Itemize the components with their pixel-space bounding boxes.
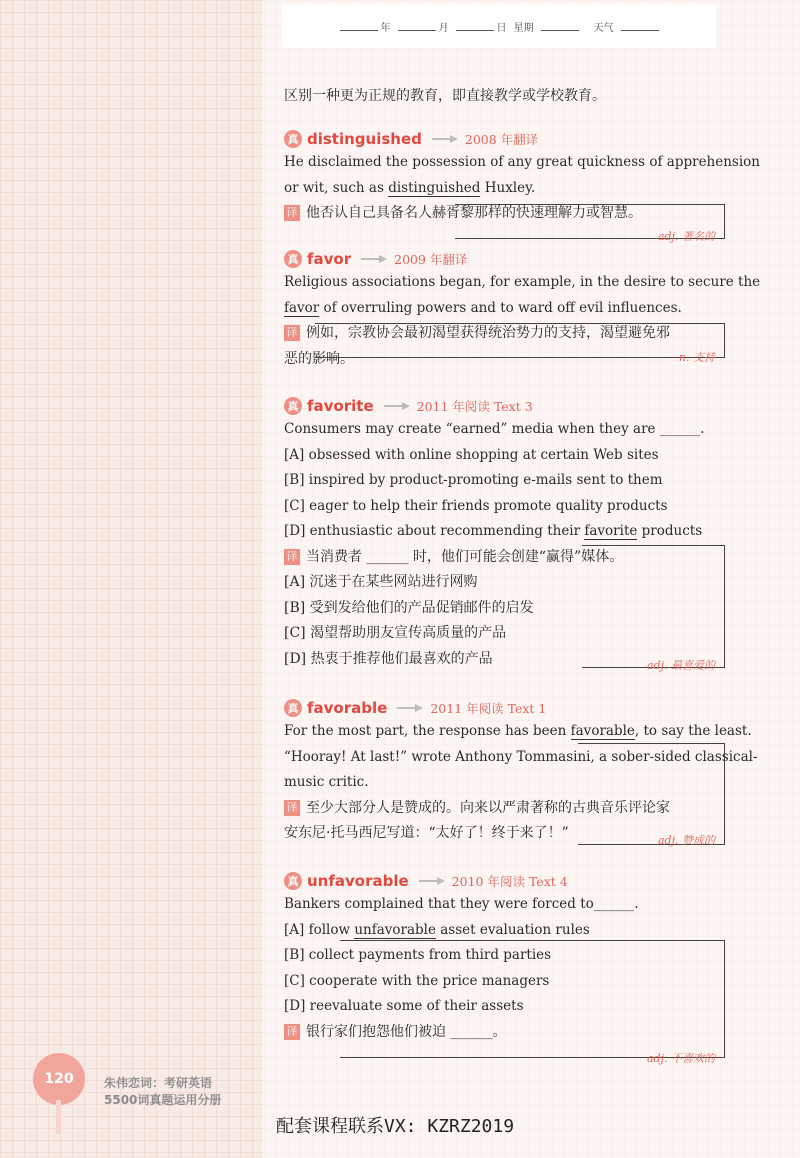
arrow-icon xyxy=(419,877,445,885)
option-b: [B] collect payments from third parties xyxy=(284,947,552,963)
headword: distinguished xyxy=(307,130,422,148)
highlighted-word: distinguished xyxy=(388,179,481,196)
exam-source: 2011 年阅读 Text 1 xyxy=(430,701,547,716)
english-sentence: or wit, such as distinguished Huxley. xyxy=(284,179,536,196)
zhen-badge-icon: 真 xyxy=(284,130,302,148)
chinese-translation: 译 他否认自己具备名人赫胥黎那样的快速理解力或智慧。 xyxy=(284,201,724,227)
intro-text: 区别一种更为正规的教育，即直接教学或学校教育。 xyxy=(284,88,606,104)
exam-source: 2010 年阅读 Text 4 xyxy=(451,874,568,889)
chinese-translation: 译 至少大部分人是赞成的。向来以严肃著称的古典音乐评论家 xyxy=(284,796,724,822)
book-title-line2: 5500词真题运用分册 xyxy=(104,1093,222,1107)
headword: favor xyxy=(307,250,352,268)
highlighted-word: favorable xyxy=(570,723,635,739)
left-margin xyxy=(0,0,262,1158)
english-sentence: “Hooray! At last!” wrote Anthony Tommasini, a sober-sided classical- xyxy=(284,748,758,765)
exam-source: 2011 年阅读 Text 3 xyxy=(416,399,533,414)
weekday-label: 星期 xyxy=(513,22,534,34)
arrow-icon xyxy=(397,704,423,712)
option-d: [D] enthusiastic about recommending their favorite products xyxy=(284,523,703,539)
word-meaning-note: adj. 著名的 xyxy=(657,230,715,243)
translation-option-b: [B] 受到发给他们的产品促销邮件的启发 xyxy=(284,599,534,616)
headword: unfavorable xyxy=(307,872,409,890)
entry-header xyxy=(284,870,724,892)
word-meaning-note: adj. 赞成的 xyxy=(657,834,715,847)
headword: favorite xyxy=(307,397,374,415)
chinese-translation: 译 银行家们抱怨他们被迫 ______。 xyxy=(284,1020,724,1046)
english-sentence: favor of overruling powers and to ward off evil influences. xyxy=(284,299,682,316)
book-title xyxy=(104,1075,221,1109)
translation-option-d: [D] 热衷于推荐他们最喜欢的产品 xyxy=(284,650,493,667)
tree-decoration xyxy=(56,1100,61,1134)
zhen-badge-icon: 真 xyxy=(284,872,302,890)
zhen-badge-icon: 真 xyxy=(284,397,302,415)
yi-badge-icon: 译 xyxy=(284,325,300,341)
translation-option-a: [A] 沉迷于在某些网站进行网购 xyxy=(284,574,478,590)
highlighted-word: favorite xyxy=(584,523,638,539)
weather-label: 天气 xyxy=(593,22,614,34)
zhen-badge-icon: 真 xyxy=(284,250,302,268)
year-blank xyxy=(340,21,378,31)
yi-badge-icon: 译 xyxy=(284,205,300,221)
month-blank xyxy=(398,21,436,31)
yi-badge-icon: 译 xyxy=(284,1024,300,1040)
exam-source: 2008 年翻译 xyxy=(464,132,539,147)
entry-header xyxy=(284,697,724,719)
note-bracket xyxy=(578,743,725,845)
yi-badge-icon: 译 xyxy=(284,800,300,816)
entry-header xyxy=(284,248,724,270)
book-title-line1: 朱伟恋词：考研英语 xyxy=(104,1076,213,1090)
zhen-badge-icon: 真 xyxy=(284,699,302,717)
arrow-icon xyxy=(432,135,458,143)
option-c: [C] cooperate with the price managers xyxy=(284,972,550,989)
yi-badge-icon: 译 xyxy=(284,549,300,565)
option-c: [C] eager to help their friends promote quality products xyxy=(284,497,668,514)
chinese-translation: 译 例如，宗教协会最初渴望获得统治势力的支持，渴望避免邪 xyxy=(284,321,724,347)
year-label: 年 xyxy=(380,22,391,34)
arrow-icon xyxy=(384,402,410,410)
entry-header xyxy=(284,395,724,417)
chinese-translation: 恶的影响。 xyxy=(284,350,354,367)
english-sentence: He disclaimed the possession of any great quickness of apprehension xyxy=(284,154,761,170)
translation-option-c: [C] 渴望帮助朋友宣传高质量的产品 xyxy=(284,625,507,641)
note-bracket xyxy=(582,545,725,668)
weather-blank xyxy=(621,21,659,31)
option-a: [A] follow unfavorable asset evaluation rules xyxy=(284,921,590,938)
chinese-translation: 安东尼·托马西尼写道：“太好了！终于来了！” xyxy=(284,825,569,841)
word-meaning-note: adj. 最喜爱的 xyxy=(646,659,715,672)
option-d: [D] reevaluate some of their assets xyxy=(284,998,524,1014)
day-label: 日 xyxy=(496,22,507,34)
entry-header xyxy=(284,128,724,150)
question-stem: Consumers may create “earned” media when they are ______. xyxy=(284,421,705,437)
english-sentence: music critic. xyxy=(284,774,369,790)
english-sentence: Religious associations began, for example, in the desire to secure the xyxy=(284,274,761,290)
arrow-icon xyxy=(361,255,387,263)
date-weather-header xyxy=(282,4,716,48)
weekday-blank xyxy=(541,21,579,31)
watermark-text: 配套课程联系VX: KZRZ2019 xyxy=(276,1116,515,1137)
note-bracket xyxy=(340,940,725,1058)
headword: favorable xyxy=(307,699,388,717)
month-label: 月 xyxy=(438,22,449,34)
exam-source: 2009 年翻译 xyxy=(394,252,468,267)
day-blank xyxy=(456,21,494,31)
highlighted-word: favor xyxy=(284,299,320,316)
option-a: [A] obsessed with online shopping at certain Web sites xyxy=(284,446,659,463)
question-stem: Bankers complained that they were forced to______. xyxy=(284,896,639,912)
english-sentence: For the most part, the response has been favorable, to say the least. xyxy=(284,723,752,739)
chinese-translation: 译 当消费者 ______ 时，他们可能会创建“赢得”媒体。 xyxy=(284,545,724,571)
option-b: [B] inspired by product-promoting e-mails sent to them xyxy=(284,472,663,488)
word-meaning-note: n. 支持 xyxy=(678,351,715,364)
word-meaning-note: adj. 不喜欢的 xyxy=(646,1052,715,1065)
page-number: 120 xyxy=(33,1053,85,1105)
highlighted-word: unfavorable xyxy=(354,921,436,938)
